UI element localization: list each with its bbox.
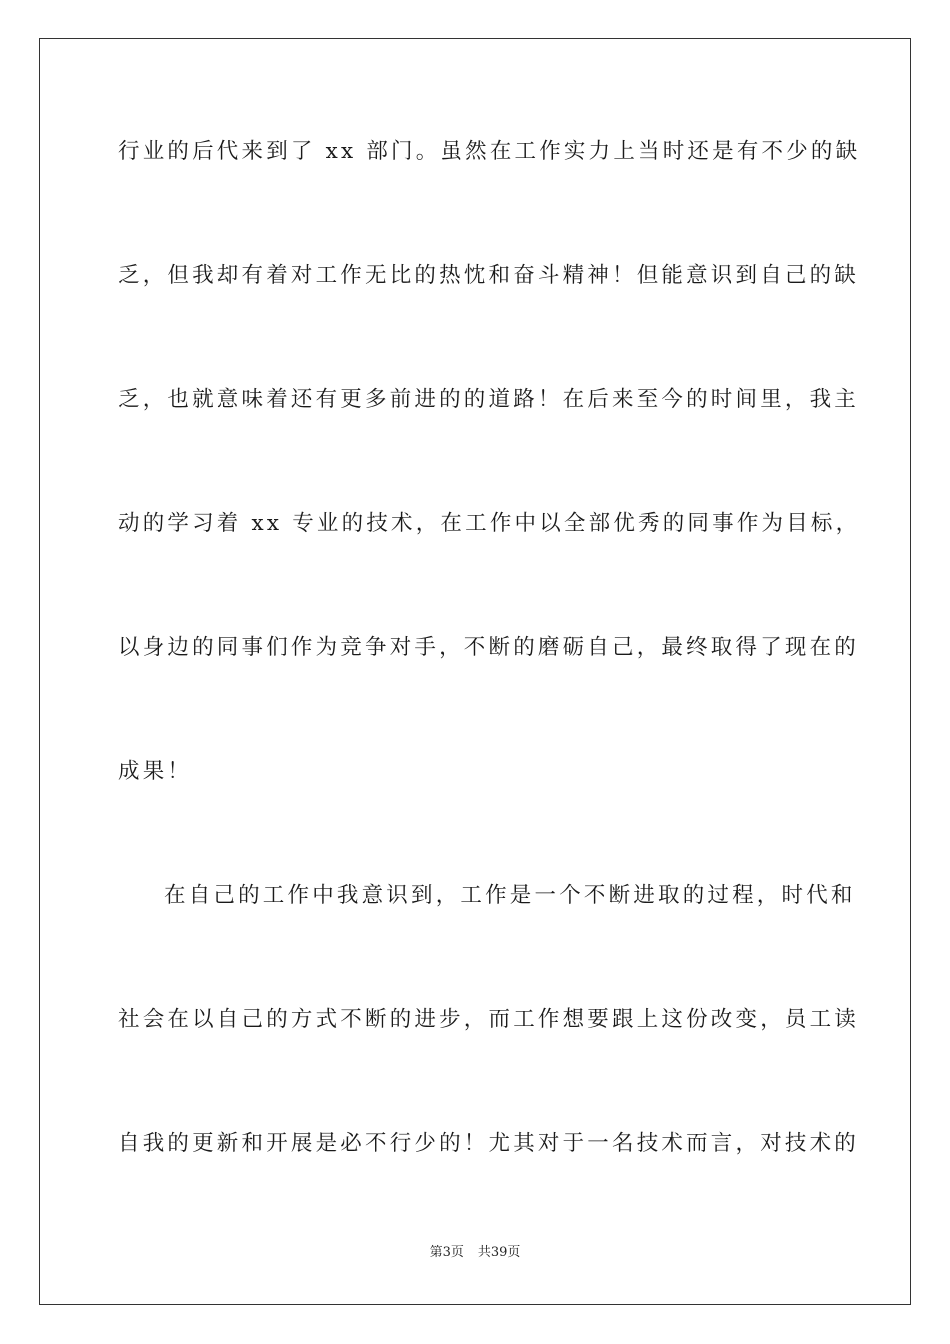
- text-line: 乏，也就意味着还有更多前进的的道路！在后来至今的时间里，我主: [118, 387, 860, 412]
- text-line: 社会在以自己的方式不断的进步，而工作想要跟上这份改变，员工读: [118, 1007, 860, 1032]
- text-line: 动的学习着 xx 专业的技术，在工作中以全部优秀的同事作为目标，: [118, 511, 861, 536]
- text-line: 行业的后代来到了 xx 部门。虽然在工作实力上当时还是有不少的缺: [118, 139, 861, 164]
- page-frame: [39, 38, 911, 1305]
- page-total: 共39页: [477, 1245, 521, 1260]
- text-line: 自我的更新和开展是必不行少的！尤其对于一名技术而言，对技术的: [118, 1131, 860, 1156]
- text-line: 成果！: [118, 759, 193, 784]
- text-line: 乏，但我却有着对工作无比的热忱和奋斗精神！但能意识到自己的缺: [118, 263, 860, 288]
- page-footer: [0, 1244, 950, 1262]
- text-line: 在自己的工作中我意识到，工作是一个不断进取的过程，时代和: [164, 883, 856, 908]
- page-number: 第3页: [429, 1245, 464, 1260]
- text-line: 以身边的同事们作为竞争对手，不断的磨砺自己，最终取得了现在的: [118, 635, 860, 660]
